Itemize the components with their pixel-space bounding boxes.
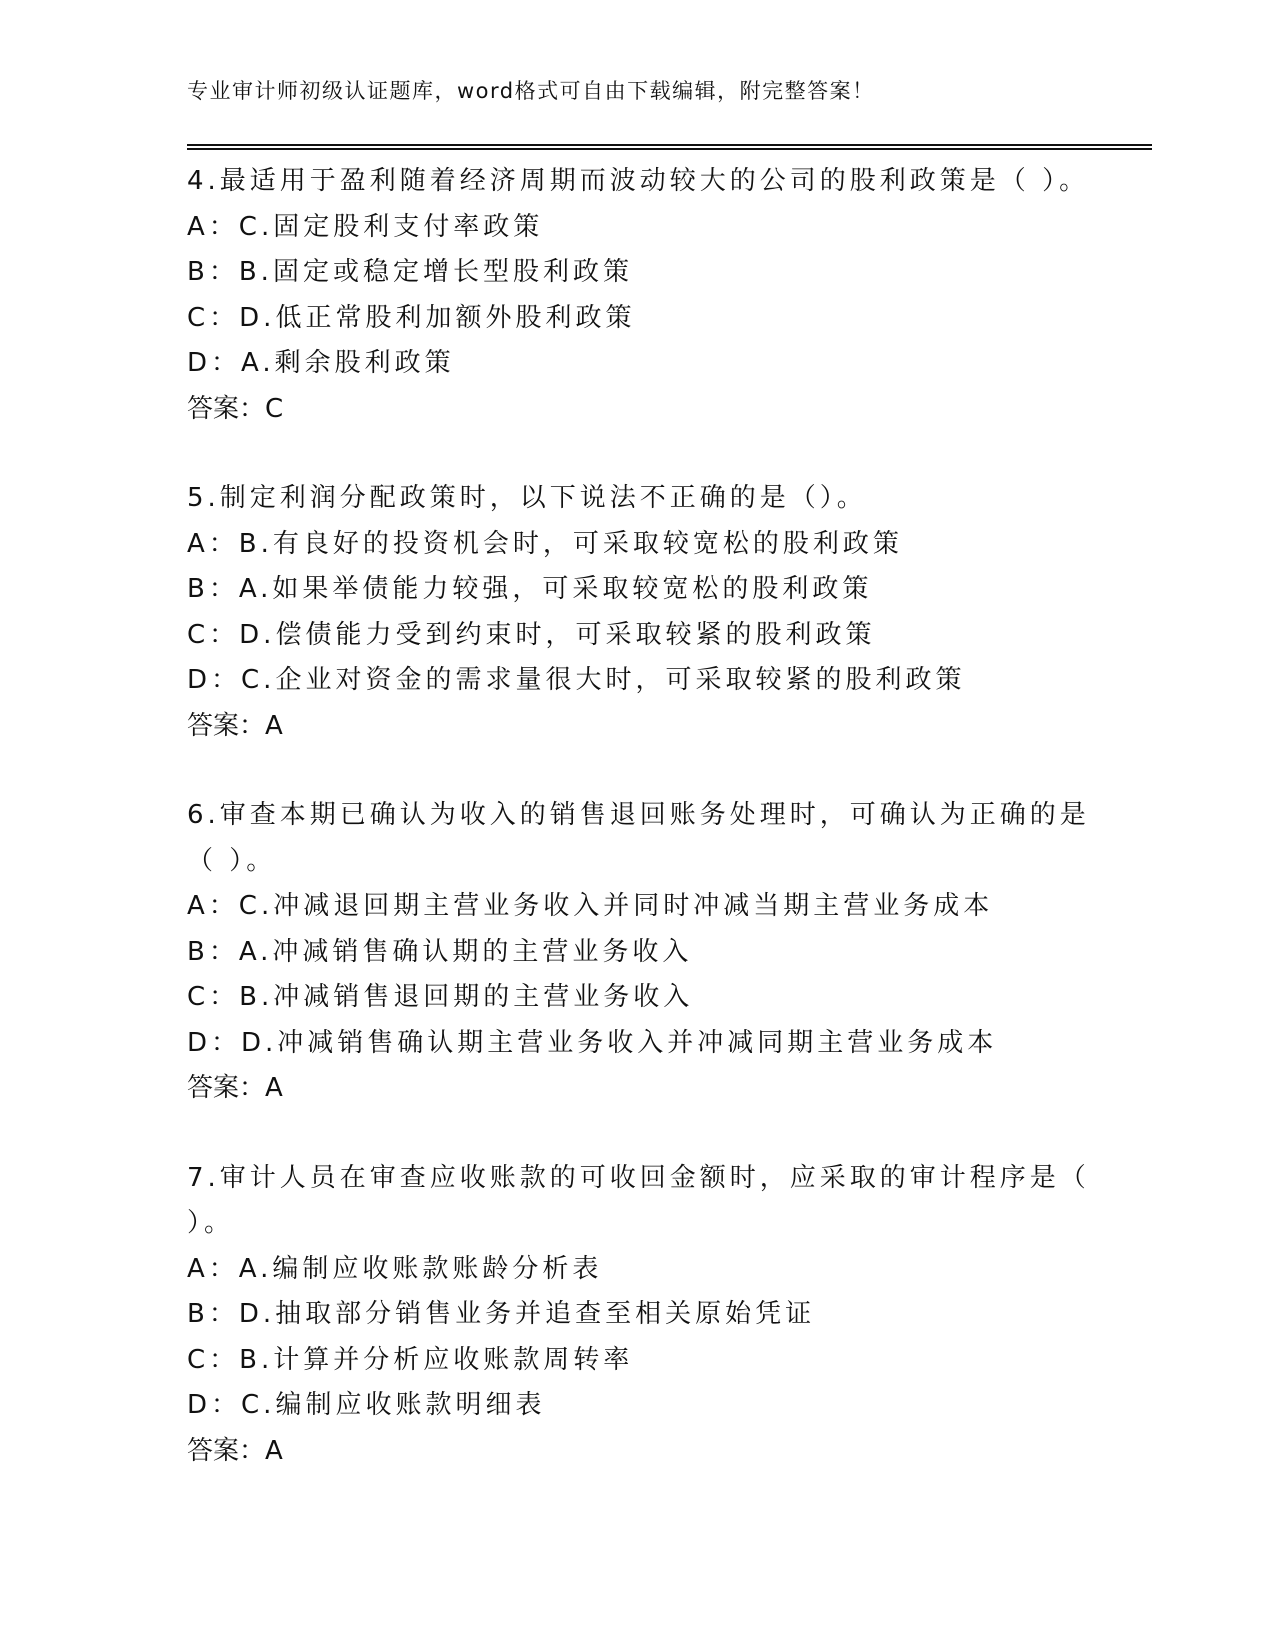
option-a: A：C.固定股利支付率政策 (187, 211, 544, 242)
option-c: C：B.冲减销售退回期的主营业务收入 (187, 982, 694, 1012)
option-c: C：D.低正常股利加额外股利政策 (187, 302, 636, 333)
question-5 (187, 476, 1087, 749)
option-d: D：D.冲减销售确认期主营业务收入并冲减同期主营业务成本 (187, 1027, 998, 1058)
page-header: 专业审计师初级认证题库，word格式可自由下载编辑，附完整答案！ (187, 79, 875, 103)
question-stem-continuation: （ ）。 (187, 845, 277, 876)
answer: 答案：A (187, 710, 283, 741)
option-c: C：D.偿债能力受到约束时，可采取较紧的股利政策 (187, 619, 876, 650)
header-double-rule (187, 144, 1152, 150)
question-stem-continuation: ）。 (187, 1208, 235, 1238)
option-d: D：A.剩余股利政策 (187, 348, 455, 378)
option-b: B：A.如果举债能力较强，可采取较宽松的股利政策 (187, 574, 873, 604)
option-b: B：D.抽取部分销售业务并追查至相关原始凭证 (187, 1299, 816, 1329)
option-a: A：C.冲减退回期主营业务收入并同时冲减当期主营业务成本 (187, 891, 994, 921)
question-stem: 5.制定利润分配政策时，以下说法不正确的是（）。 (187, 483, 867, 513)
question-stem: 7.审计人员在审查应收账款的可收回金额时，应采取的审计程序是（ (187, 1162, 1090, 1193)
option-b: B：B.固定或稳定增长型股利政策 (187, 257, 633, 287)
question-7 (187, 1156, 1090, 1475)
option-d: D：C.编制应收账款明细表 (187, 1390, 546, 1420)
answer: 答案：A (187, 1073, 283, 1103)
option-b: B：A.冲减销售确认期的主营业务收入 (187, 936, 693, 967)
option-a: A：A.编制应收账款账龄分析表 (187, 1253, 603, 1284)
option-c: C：B.计算并分析应收账款周转率 (187, 1344, 634, 1375)
question-6 (187, 793, 1090, 1112)
question-stem: 6.审查本期已确认为收入的销售退回账务处理时，可确认为正确的是 (187, 800, 1090, 830)
option-d: D：C.企业对资金的需求量很大时，可采取较紧的股利政策 (187, 665, 966, 695)
question-4 (187, 159, 1090, 432)
question-stem: 4.最适用于盈利随着经济周期而波动较大的公司的股利政策是（ ）。 (187, 166, 1090, 196)
answer: 答案：C (187, 393, 284, 424)
option-a: A：B.有良好的投资机会时，可采取较宽松的股利政策 (187, 528, 903, 559)
question-list (187, 159, 1090, 1518)
answer: 答案：A (187, 1435, 283, 1466)
